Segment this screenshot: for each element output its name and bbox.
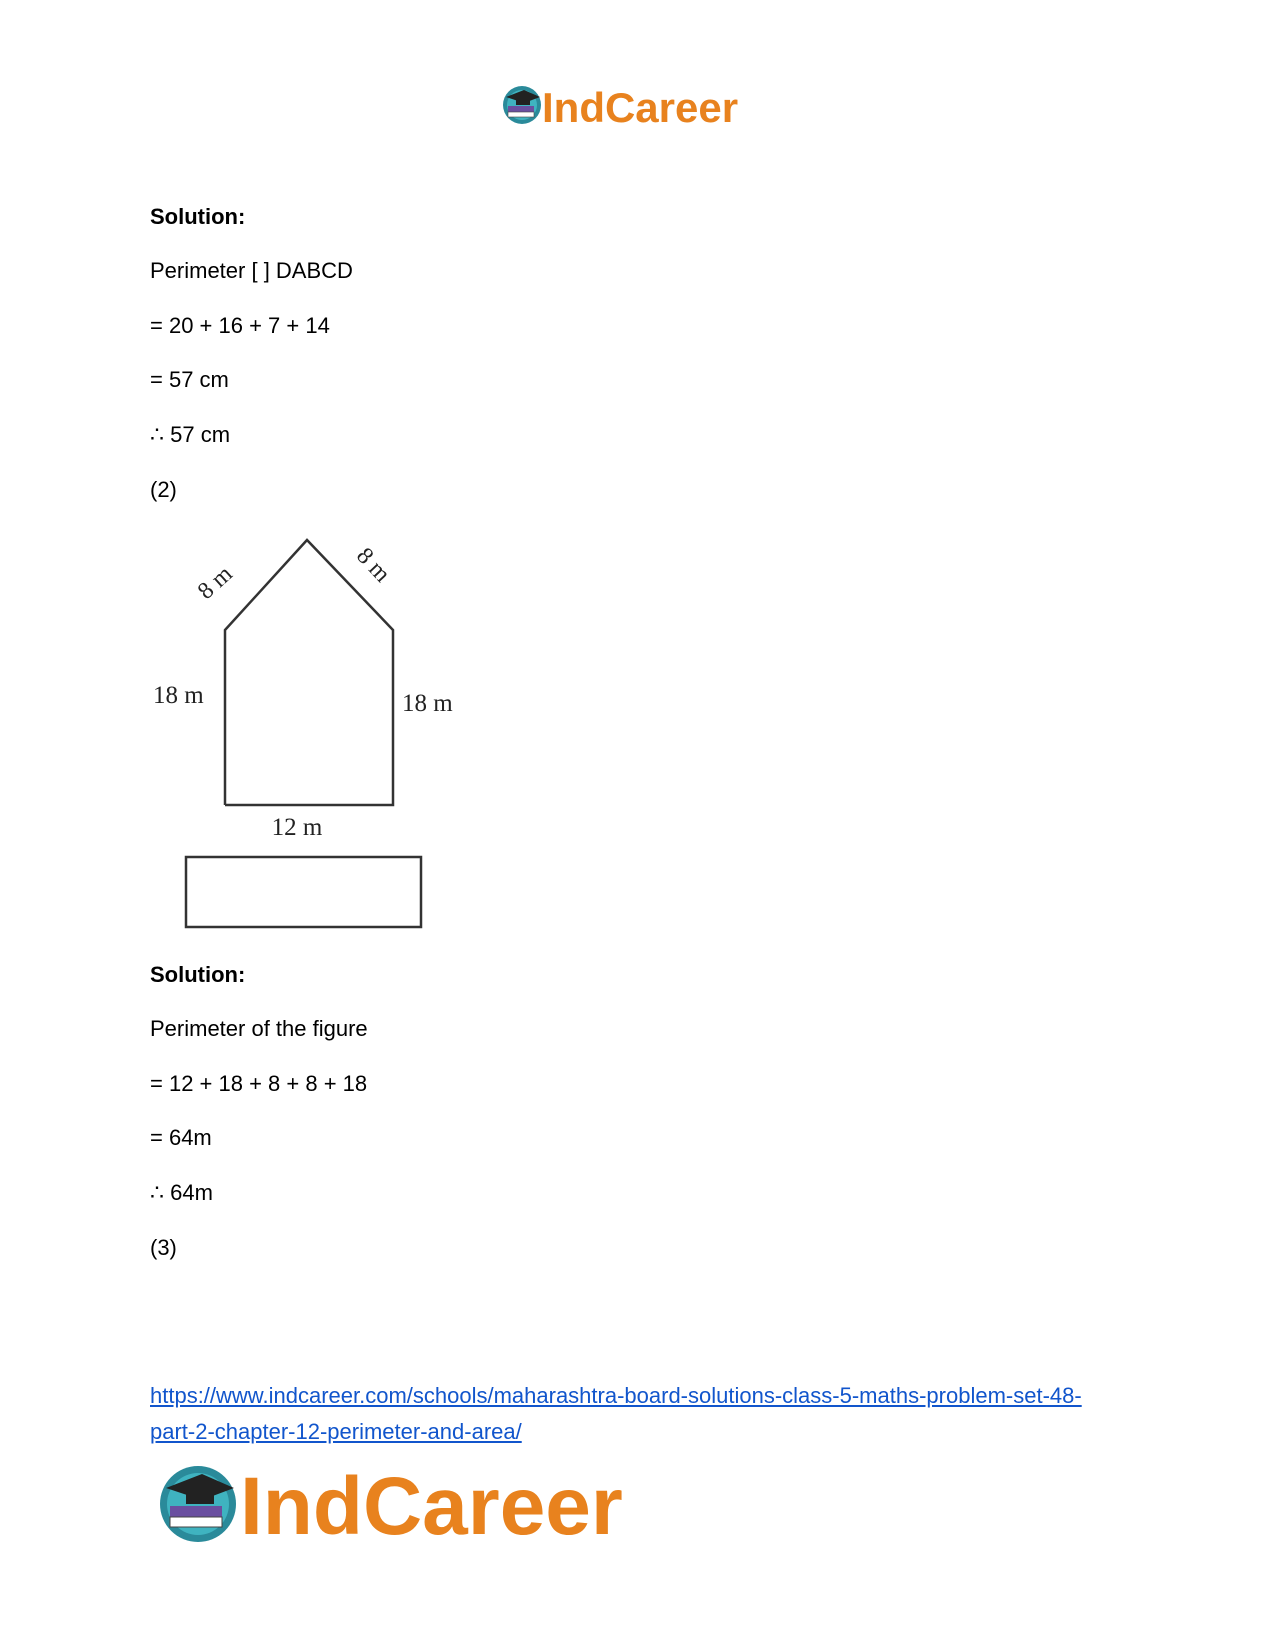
right-slant-label: 8 m bbox=[351, 542, 396, 588]
right-side-label: 18 m bbox=[402, 690, 453, 717]
logo-wordmark: IndCareer bbox=[240, 1461, 623, 1548]
logo-wordmark: IndCareer bbox=[542, 84, 739, 131]
left-side-label: 18 m bbox=[153, 682, 204, 709]
pentagon-outline bbox=[225, 540, 396, 805]
text-line: = 12 + 18 + 8 + 8 + 18 bbox=[150, 1071, 368, 1096]
graduation-cap-book-icon bbox=[503, 86, 541, 124]
solution-heading-2: Solution: bbox=[150, 962, 246, 987]
text-line: = 20 + 16 + 7 + 14 bbox=[150, 313, 330, 338]
answer-box bbox=[186, 857, 421, 927]
text-line: (3) bbox=[150, 1235, 177, 1260]
text-line: Perimeter [ ] DABCD bbox=[150, 258, 353, 283]
pentagon-figure bbox=[150, 530, 480, 940]
text-line: ∴ 57 cm bbox=[150, 422, 231, 447]
solution-heading-1: Solution: bbox=[150, 204, 246, 229]
text-line: (2) bbox=[150, 477, 177, 502]
indcareer-logo-top bbox=[500, 78, 770, 132]
text-line: = 57 cm bbox=[150, 367, 229, 392]
indcareer-logo-bottom bbox=[158, 1458, 698, 1548]
left-slant-label: 8 m bbox=[192, 560, 238, 605]
base-label: 12 m bbox=[271, 814, 323, 841]
source-link-line-1[interactable]: https://www.indcareer.com/schools/maharashtra-board-solutions-class-5-maths-problem-set-48- bbox=[150, 1383, 1082, 1408]
source-link[interactable] bbox=[150, 1378, 1150, 1450]
text-line: Perimeter of the figure bbox=[150, 1016, 368, 1041]
source-link-line-2[interactable]: part-2-chapter-12-perimeter-and-area/ bbox=[150, 1419, 522, 1444]
text-line: ∴ 64m bbox=[150, 1180, 213, 1205]
text-line: = 64m bbox=[150, 1125, 212, 1150]
graduation-cap-book-icon bbox=[160, 1466, 236, 1542]
